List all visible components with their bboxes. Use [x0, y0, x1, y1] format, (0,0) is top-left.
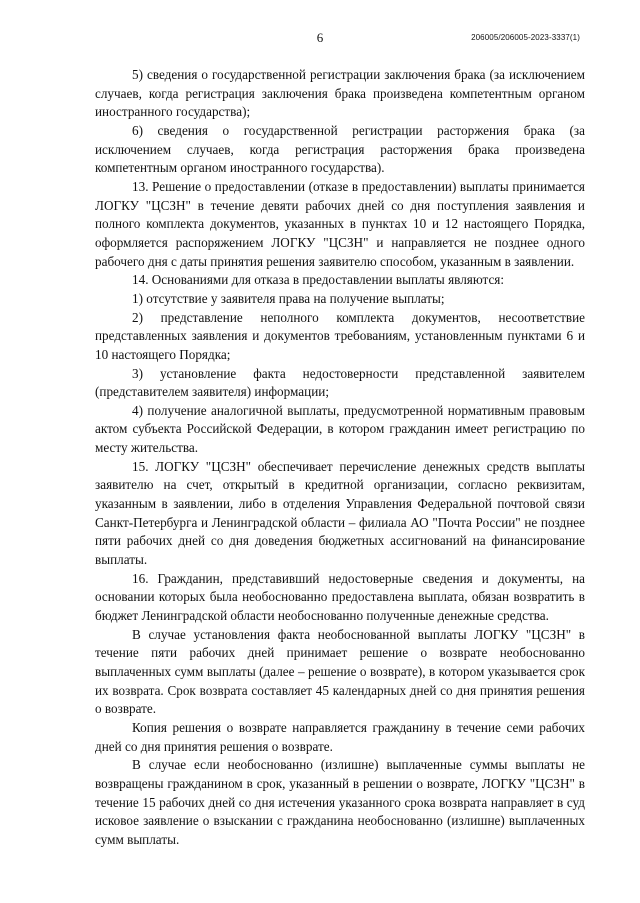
paragraph-14-item-3: 3) установление факта недостоверности представленной заявителем (представителем заявителя) информации;: [95, 365, 585, 400]
document-body: [95, 66, 585, 850]
paragraph-16-court-claim: В случае если необоснованно (излишне) выплаченные суммы выплаты не возвращены гражданином в срок, указанный в решении о возврате, ЛОГКУ "ЦСЗН" в течение 15 рабочих дней со дня истечения указанного срока возврата направляет в суд исковое заявление о взыскании с гражданина необоснованно (излишне) выплаченных сумм выплаты.: [95, 757, 585, 847]
paragraph-14: 14. Основаниями для отказа в предоставлении выплаты являются:: [132, 272, 505, 288]
paragraph-14-item-4: 4) получение аналогичной выплаты, предусмотренной нормативным правовым актом субъекта Российской Федерации, в котором гражданин имеет регистрацию по месту жительства.: [95, 402, 585, 456]
paragraph-16-refund-decision: В случае установления факта необоснованной выплаты ЛОГКУ "ЦСЗН" в течение пяти рабочих дней принимает решение о возврате необоснованно выплаченных сумм выплаты (далее – решение о возврате), в котором указывается срок их возврата. Срок возврата составляет 45 календарных дней со дня принятия решения о возврате.: [95, 626, 585, 717]
document-code: 206005/206005-2023-3337(1): [471, 33, 580, 42]
paragraph-16-decision-copy: Копия решения о возврате направляется гражданину в течение семи рабочих дней со дня принятия решения о возврате.: [95, 719, 585, 754]
paragraph-item-5: 5) сведения о государственной регистрации заключения брака (за исключением случаев, когда регистрация заключения брака произведена компетентным органом иностранного государства);: [95, 67, 585, 120]
paragraph-14-item-1: 1) отсутствие у заявителя права на получение выплаты;: [132, 290, 445, 306]
page-number: 6: [316, 30, 324, 45]
paragraph-item-6: 6) сведения о государственной регистрации расторжения брака (за исключением случаев, когда регистрация расторжения брака произведена компетентным органом иностранного государства).: [95, 122, 585, 176]
paragraph-16: 16. Гражданин, представивший недостоверные сведения и документы, на основании которых была необоснованно предоставлена выплата, обязан возвратить в бюджет Ленинградской области необоснованно полученные денежные средства.: [95, 570, 585, 624]
paragraph-15: 15. ЛОГКУ "ЦСЗН" обеспечивает перечисление денежных средств выплаты заявителю на счет, открытый в кредитной организации, согласно реквизитам, указанным в заявлении, либо в отделения Управления Федеральной почтовой связи Санкт-Петербурга и Ленинградской области – филиала АО "Почта России" не позднее пяти рабочих дней со дня доведения бюджетных ассигнований на финансирование выплаты.: [95, 458, 585, 568]
paragraph-13: 13. Решение о предоставлении (отказе в предоставлении) выплаты принимается ЛОГКУ "ЦСЗН" в течение девяти рабочих дней со дня поступления заявления и полного комплекта документов, указанных в пунктах 10 и 12 настоящего Порядка, оформляется распоряжением ЛОГКУ "ЦСЗН" и направляется не позднее одного рабочего дня с даты принятия решения заявителю способом, указанным в заявлении.: [95, 178, 585, 269]
paragraph-14-item-2: 2) представление неполного комплекта документов, несоответствие представленных заявления и документов требованиям, установленным пунктами 6 и 10 настоящего Порядка;: [95, 309, 585, 362]
